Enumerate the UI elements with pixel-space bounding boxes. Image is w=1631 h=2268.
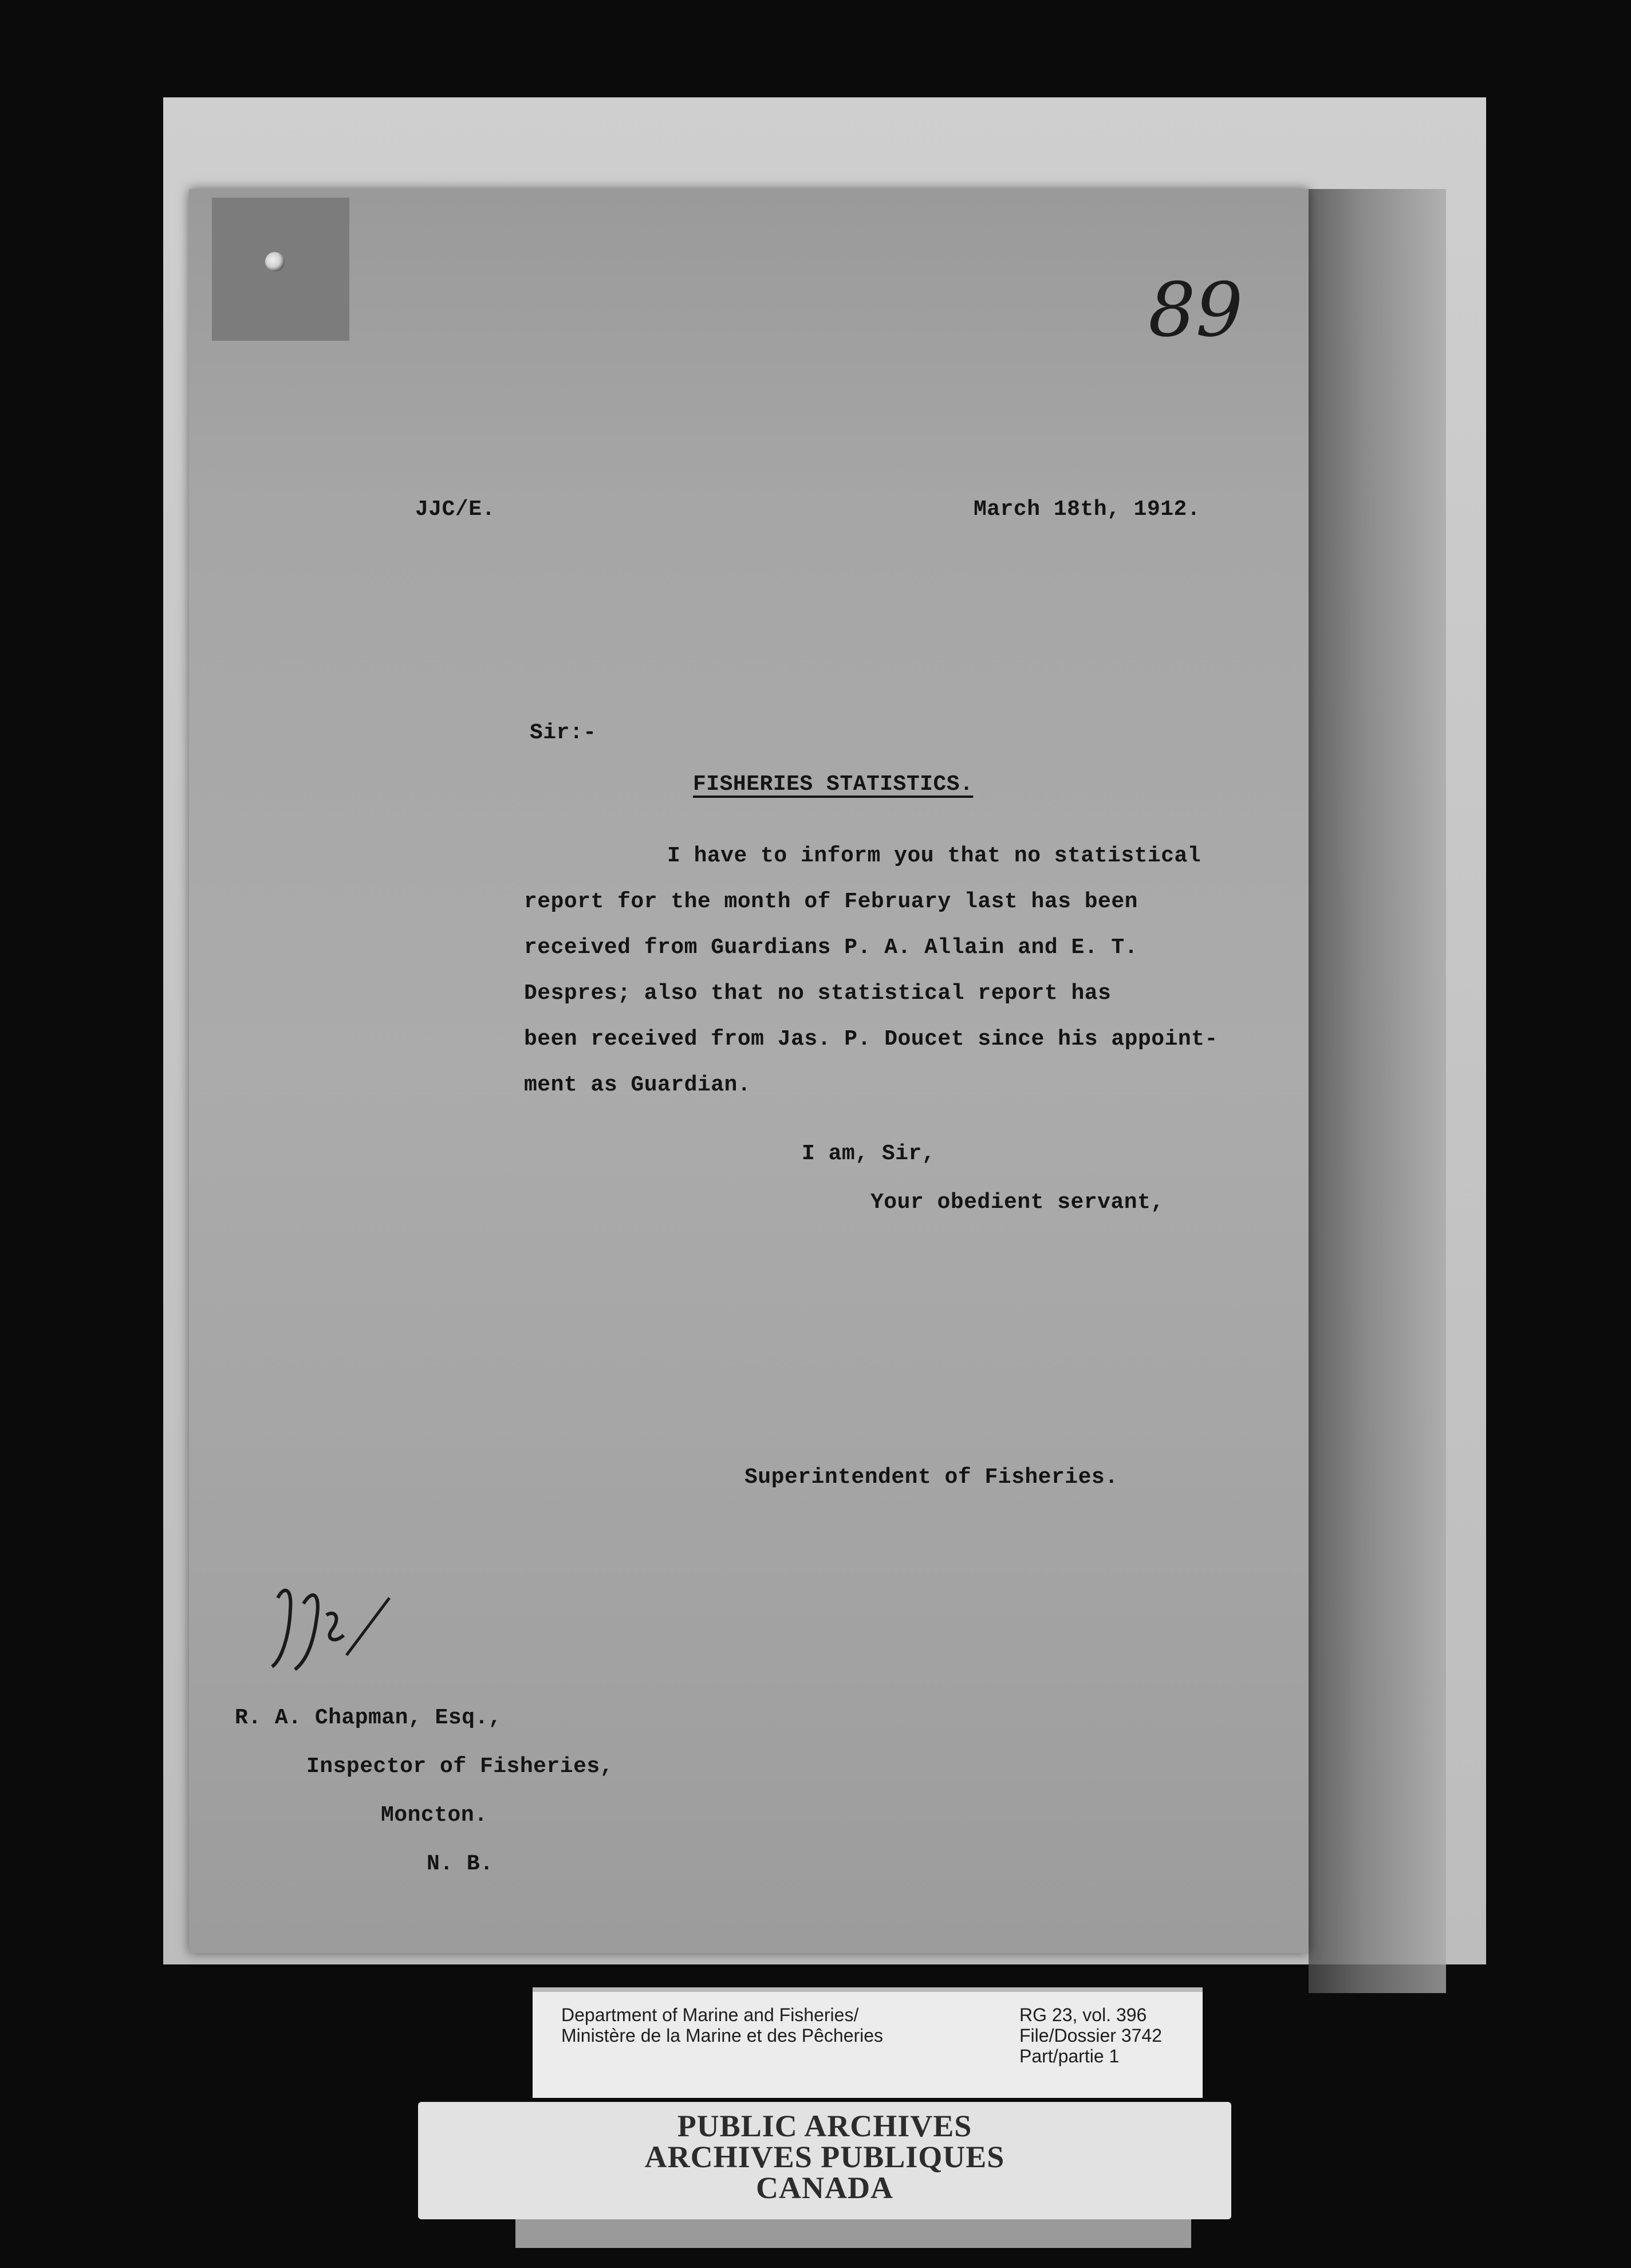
body-line: been received from Jas. P. Doucet since his appoint- <box>524 1027 1218 1052</box>
signature-title: Superintendent of Fisheries. <box>744 1465 1118 1490</box>
recipient-line: Inspector of Fisheries, <box>306 1754 613 1779</box>
salutation: Sir:- <box>530 720 597 745</box>
stamp-line: CANADA <box>756 2171 893 2205</box>
record-group: RG 23, vol. 396 <box>1019 2005 1147 2025</box>
sheet-shadow <box>1309 189 1446 1993</box>
archive-reference-label <box>533 1987 1203 2098</box>
subject-heading: FISHERIES STATISTICS. <box>693 772 974 797</box>
reference-code: JJC/E. <box>415 497 495 522</box>
stamp-line: ARCHIVES PUBLIQUES <box>644 2140 1005 2174</box>
letter-date: March 18th, 1912. <box>974 497 1201 522</box>
closing-line: Your obedient servant, <box>870 1190 1164 1215</box>
department-french: Ministère de la Marine et des Pêcheries <box>561 2025 884 2046</box>
handwritten-initials-icon <box>261 1575 398 1690</box>
closing-line: I am, Sir, <box>802 1141 936 1166</box>
recipient-line: R. A. Chapman, Esq., <box>235 1706 502 1730</box>
body-line: ment as Guardian. <box>524 1073 751 1097</box>
punch-hole-icon <box>265 252 285 271</box>
recipient-line: N. B. <box>427 1852 494 1876</box>
body-line: I have to inform you that no statistical <box>667 844 1201 868</box>
department-english: Department of Marine and Fisheries/ <box>561 2005 859 2025</box>
body-line: report for the month of February last has been <box>524 889 1138 914</box>
body-line: Despres; also that no statistical report has <box>524 981 1112 1006</box>
stamp-line: PUBLIC ARCHIVES <box>677 2109 972 2143</box>
mount-base <box>515 2219 1191 2248</box>
part-number: Part/partie 1 <box>1019 2046 1120 2066</box>
file-number: File/Dossier 3742 <box>1019 2025 1162 2046</box>
body-line: received from Guardians P. A. Allain and E. T. <box>524 935 1138 960</box>
page-number: 89 <box>1148 266 1243 353</box>
recipient-line: Moncton. <box>381 1803 488 1828</box>
public-archives-stamp <box>418 2102 1231 2219</box>
